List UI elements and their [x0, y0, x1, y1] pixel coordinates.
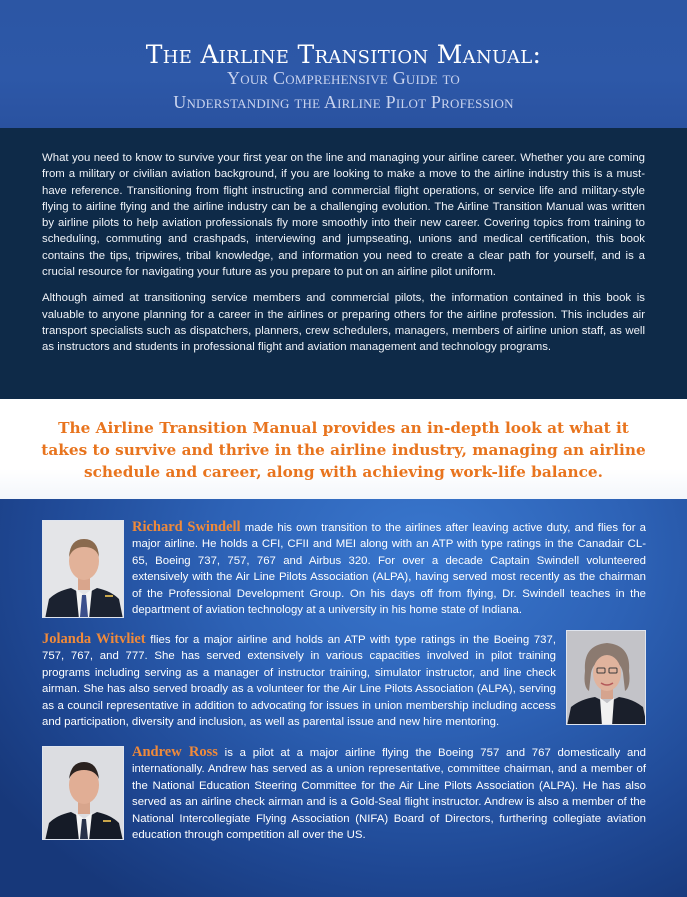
author-name: Richard Swindell [132, 519, 241, 535]
photo-spacer [556, 631, 646, 726]
intro-paragraph-1: What you need to know to survive your first year on the line and managing your airline career. Whether you are coming from a military or civilian aviation background, if you are looking to make a move to the airline industry this is a must-have reference. Transitioning from flight instructing and commercial flight operations, or service life and military-style flying to airline flying and the airline industry can be a challenging evolution. The Airline Transition Manual was written by airline pilots to help aviation professionals fly more smoothly into their new career. Covering topics from training to scheduling, commuting and crashpads, interviewing and jumpseating, unions and medical certification, this book contains the tips, tripwires, tribal knowledge, and information you need to create a clear path for yourself, and is a crucial resource for navigating your future as you prepare to put on an airline pilot uniform. [42, 152, 645, 279]
author-bio-text: made his own transition to the airlines after leaving active duty, and flies for a major airline. He holds a CFI, CFII and MEI along with an ATP with type ratings in the Canadair CL-65, Boeing 737, 757, 767 and Airbus 320. For over a decade Captain Swindell volunteered extensively with the Air Line Pilots Association (ALPA), having served most recently as the chairman of the Professional Development Group. On his days off from flying, Dr. Swindell teaches in the department of aviation technology at a university in his home state of Indiana. [132, 522, 646, 617]
intro-section [0, 128, 687, 399]
title-text: The Airline Transition Manual: [145, 40, 542, 69]
author-bio-richard-swindell [42, 519, 646, 618]
author-bio-text: flies for a major airline and holds an ATP with type ratings in the Boeing 737, 757, 767, and 777. She has served extensively in various capacities involved in pilot training programs including serving as a manager of instructor training, simulator instructor, and line check airman. She has also served broadly as a volunteer for the Air Line Pilots Association (ALPA), serving as a council representative in addition to advocating for issues in union membership including access and participation, diversity and inclusion, as well as parental issue and new hire mentoring. [42, 634, 557, 729]
callout-text: The Airline Transition Manual provides an in-depth look at what it takes to survive and thrive in the airline industry, managing an airline schedule and career, along with achieving work-life balance. [41, 419, 646, 481]
photo-spacer [42, 519, 132, 614]
author-bio-jolanda-witvliet [42, 631, 646, 730]
subtitle-line-1: Your Comprehensive Guide to [227, 68, 460, 88]
author-name: Jolanda Witvliet [42, 631, 146, 647]
author-bio-text: is a pilot at a major airline flying the Boeing 757 and 767 domestically and internationally. Andrew has served as a union representative, committee chairman, and a member of the National Education Steering Committee for the Air Line Pilots Association (ALPA). He has also served as an airline check airman and is a Gold-Seal flight instructor. Andrew is also a member of the National Intercollegiate Flying Association (NIFA) Board of Directors, furthering collegiate aviation education through competition all over the US. [132, 747, 646, 842]
photo-spacer [42, 744, 132, 839]
page-title [0, 40, 687, 69]
intro-paragraph-2: Although aimed at transitioning service members and commercial pilots, the information contained in this book is valuable to anyone planning for a career in the airlines or preparing others for the airline profession. This includes air transport specialists such as dispatchers, planners, crew schedulers, managers, members of airline union staff, as well as instructors and students in professional flight and aviation management and technology programs. [42, 292, 645, 354]
author-name: Andrew Ross [132, 744, 218, 760]
callout-section [0, 399, 687, 499]
header-banner [0, 0, 687, 128]
subtitle-line-2: Understanding the Airline Pilot Profession [173, 92, 514, 112]
author-bio-andrew-ross [42, 744, 646, 843]
